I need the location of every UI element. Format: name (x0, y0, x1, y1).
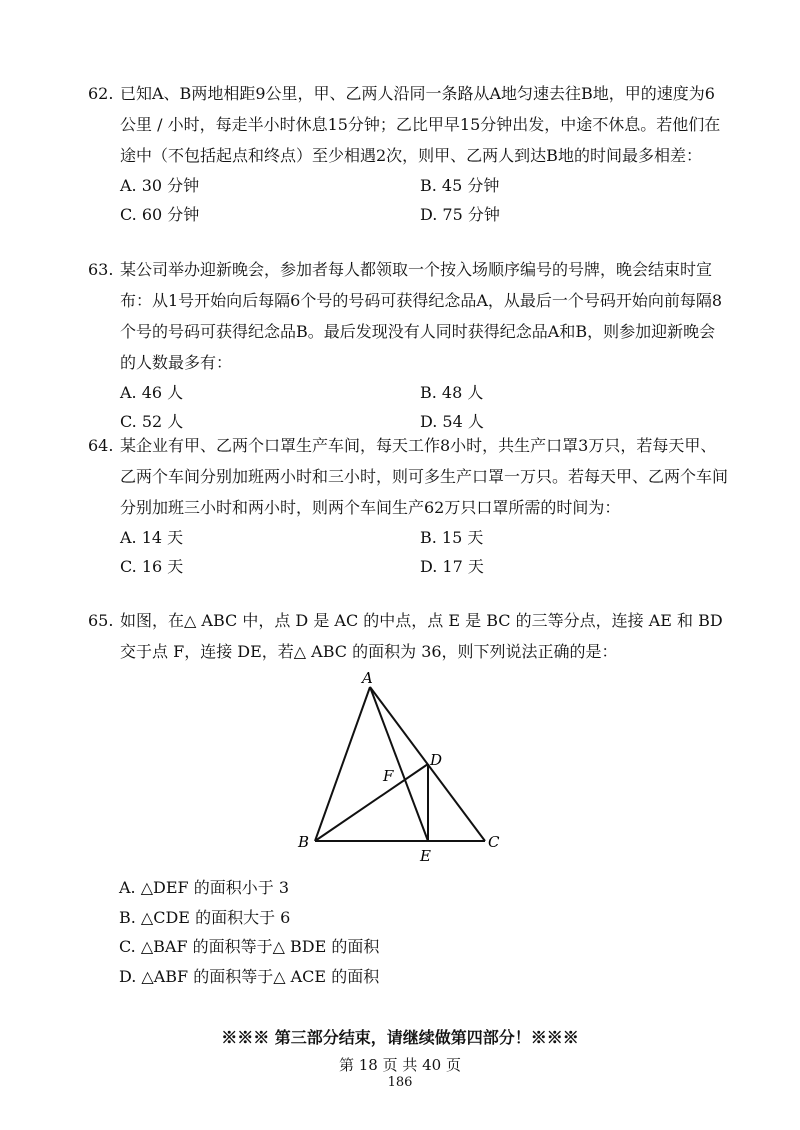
option-a[interactable]: A. 14 天 (120, 528, 184, 547)
options (120, 378, 728, 436)
question-62 (88, 78, 728, 229)
question-64 (88, 430, 728, 581)
question-65 (88, 605, 728, 667)
question-number: 63. (88, 260, 114, 279)
question-stem: 某公司举办迎新晚会，参加者每人都领取一个按入场顺序编号的号牌，晚会结束时宣布：从1号开始向后每隔6个号的号码可获得纪念品A，从最后一个号码开始向前每隔8个号的号码可获得纪念品B。最后发现没有人同时获得纪念品A和B，则参加迎新晚会的人数最多有： (120, 260, 723, 372)
option-d[interactable]: D. △ABF 的面积等于△ ACE 的面积 (119, 966, 380, 986)
vertex-label-a: A (362, 669, 373, 687)
question-stem: 已知A、B两地相距9公里，甲、乙两人沿同一条路从A地匀速去往B地，甲的速度为6公里 / 小时，每走半小时休息15分钟；乙比甲早15分钟出发，中途不休息。若他们在途中（不包括起点和终点）至少相遇2次，则甲、乙两人到达B地的时间最多相差： (120, 84, 721, 165)
option-a[interactable]: A. 30 分钟 (120, 176, 200, 195)
question-number: 64. (88, 436, 114, 455)
vertex-label-b: B (298, 833, 310, 851)
option-c[interactable]: C. 16 天 (120, 557, 184, 576)
segment-ae (370, 687, 428, 841)
option-c[interactable]: C. 52 人 (120, 412, 184, 431)
options (120, 171, 728, 229)
option-a[interactable]: A. 46 人 (120, 383, 184, 402)
triangle-figure (290, 665, 520, 865)
question-number: 62. (88, 84, 114, 103)
question-63 (88, 254, 728, 436)
option-d[interactable]: D. 54 人 (420, 412, 484, 431)
section-end-notice: ※※※ 第三部分结束，请继续做第四部分！※※※ (221, 1028, 579, 1047)
question-65-options (119, 873, 719, 991)
question-number: 65. (88, 611, 114, 630)
option-c[interactable]: C. △BAF 的面积等于△ BDE 的面积 (119, 937, 380, 956)
point-label-d: D (430, 751, 443, 769)
point-label-f: F (383, 767, 394, 785)
option-d[interactable]: D. 17 天 (420, 557, 484, 576)
options (120, 523, 728, 581)
question-stem: 某企业有甲、乙两个口罩生产车间，每天工作8小时，共生产口罩3万只，若每天甲、乙两个车间分别加班两小时和三小时，则可多生产口罩一万只。若每天甲、乙两个车间分别加班三小时和两小时，则两个车间生产62万只口罩所需的时间为： (120, 436, 729, 517)
question-stem: 如图，在△ ABC 中，点 D 是 AC 的中点，点 E 是 BC 的三等分点，连接 AE 和 BD 交于点 F，连接 DE，若△ ABC 的面积为 36，则下列说法正确的是： (120, 611, 723, 661)
option-d[interactable]: D. 75 分钟 (420, 205, 500, 224)
page-info: 第 18 页 共 40 页 (338, 1056, 461, 1074)
point-label-e: E (420, 847, 431, 865)
option-a[interactable]: A. △DEF 的面积小于 3 (119, 878, 289, 897)
option-b[interactable]: B. 15 天 (420, 528, 484, 547)
option-b[interactable]: B. 45 分钟 (420, 176, 500, 195)
option-c[interactable]: C. 60 分钟 (120, 205, 200, 224)
edge-ab (315, 687, 370, 841)
option-b[interactable]: B. △CDE 的面积大于 6 (119, 907, 291, 927)
option-b[interactable]: B. 48 人 (420, 383, 484, 402)
vertex-label-c: C (488, 833, 500, 851)
segment-bd (315, 764, 428, 841)
page-number: 186 (387, 1075, 413, 1090)
